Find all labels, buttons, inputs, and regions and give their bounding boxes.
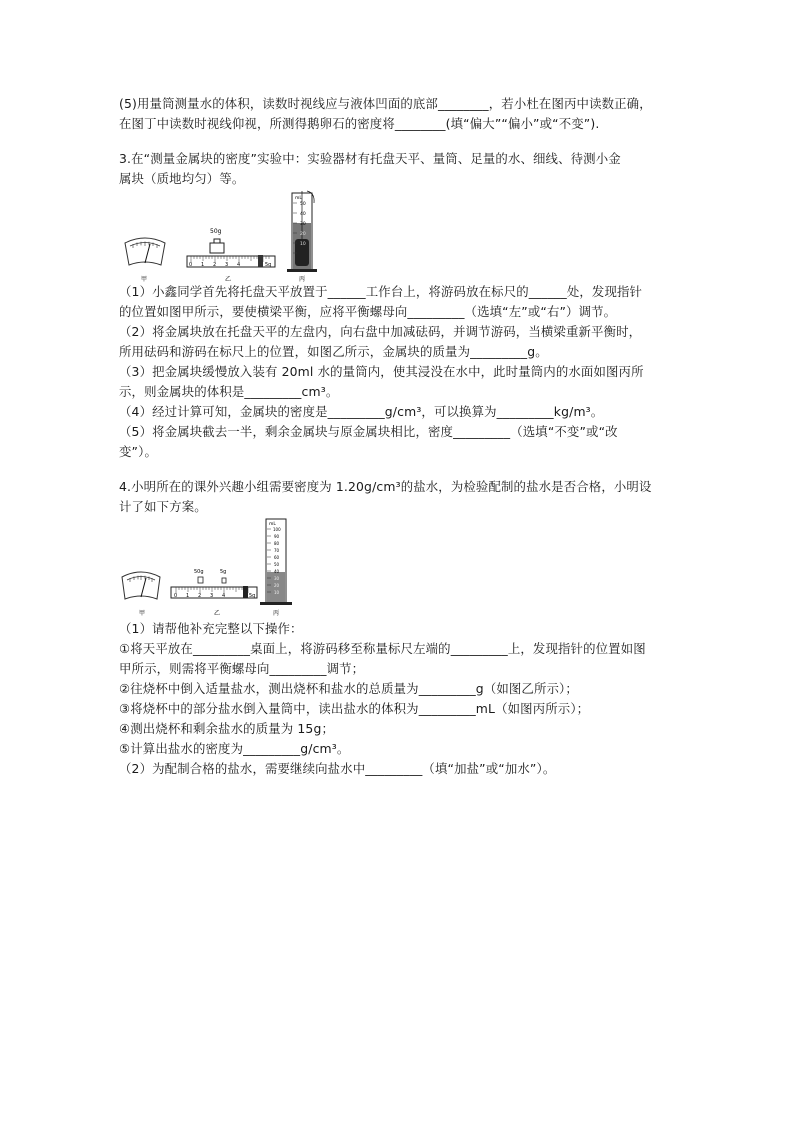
cyl2-tick-70: 70 (274, 548, 280, 553)
cylinder2-unit: mL (269, 522, 276, 527)
label-bing-2: 丙 (273, 610, 280, 617)
q3-line-3: （2）将金属块放在托盘天平的左盘内，向右盘中加减砝码，并调节游码，当横梁重新平衡时， (119, 324, 642, 339)
graduated-cylinder-2 (260, 519, 292, 605)
weight1-label: 50g (194, 569, 204, 575)
ruler2-tick-1: 1 (186, 593, 190, 599)
q4-stem-line2: 计了如下方案。 (119, 499, 207, 514)
ruler-tick-0: 0 (189, 262, 193, 268)
q4-line-7: ⑤计算出盐水的密度为_________g/cm³。 (119, 741, 350, 756)
q3-stem-line1: 3.在“测量金属块的密度”实验中：实验器材有托盘天平、量筒、足量的水、细线、待测小金 (119, 151, 621, 166)
q3-line-8: （5）将金属块截去一半，剩余金属块与原金属块相比，密度_________（选填“不变”或“改 (119, 424, 618, 439)
q3-line-5: （3）把金属块缓慢放入装有 20ml 水的量筒内，使其浸没在水中，此时量筒内的水面如图丙所 (119, 364, 644, 379)
scale-ruler-2 (171, 586, 257, 599)
ruler-tick-4: 4 (237, 262, 241, 268)
q4-line-1: （1）请帮他补充完整以下操作： (119, 621, 303, 636)
q4-line-4: ②往烧杯中倒入适量盐水，测出烧杯和盐水的总质量为_________g（如图乙所示）； (119, 681, 578, 696)
q3-line-4: 所用砝码和游码在标尺上的位置，如图乙所示，金属块的质量为_________g。 (119, 344, 548, 359)
cyl-tick-20: 20 (300, 232, 306, 237)
q4-line-6: ④测出烧杯和剩余盐水的质量为 15g； (119, 721, 334, 736)
q4-line-5: ③将烧杯中的部分盐水倒入量筒中，读出盐水的体积为_________mL（如图丙所示）； (119, 701, 590, 716)
q4-line-2: ①将天平放在_________桌面上，将游码移至称量标尺左端的_________上，发现指针的位置如图 (119, 641, 646, 656)
cyl2-tick-60: 60 (274, 555, 280, 560)
cylinder-unit: mL (295, 196, 302, 201)
ruler2-tick-5: 5g (249, 593, 256, 599)
q3-stem-line2: 属块（质地均匀）等。 (119, 171, 245, 186)
cyl2-tick-20: 20 (274, 583, 280, 588)
label-jia-2: 甲 (139, 610, 146, 617)
graduated-cylinder (287, 191, 317, 272)
q4-line-8: （2）为配制合格的盐水，需要继续向盐水中_________（填“加盐”或“加水”）。 (119, 761, 556, 776)
q3-line-7: （4）经过计算可知，金属块的密度是_________g/cm³，可以换算为_________kg/m³。 (119, 404, 604, 419)
cyl-tick-40: 40 (300, 212, 306, 217)
cyl2-tick-10: 10 (274, 590, 280, 595)
ruler-tick-5: 5g (265, 262, 272, 268)
q3-line-9: 变”）。 (119, 444, 157, 459)
label-yi: 乙 (225, 276, 232, 282)
q2-part5-line2: 在图丁中读数时视线仰视，所测得鹅卵石的密度将________(填“偏大”“偏小”或“不变”). (119, 116, 600, 131)
ruler2-tick-4: 4 (222, 593, 226, 599)
cyl2-tick-100: 100 (273, 527, 281, 532)
scale-ruler (187, 255, 275, 268)
q4-line-3: 甲所示，则需将平衡螺母向_________调节； (119, 661, 365, 676)
q4-figure-svg (119, 517, 299, 619)
cyl2-tick-80: 80 (274, 541, 280, 546)
cyl2-tick-30: 30 (274, 576, 280, 581)
cyl-tick-50: 50 (300, 202, 306, 207)
cyl2-tick-40: 40 (274, 569, 280, 574)
worksheet-page (119, 94, 699, 779)
weight-50g (210, 239, 224, 253)
cyl-tick-10: 10 (300, 242, 306, 247)
weight-label: 50g (210, 228, 222, 235)
q3-figure-svg (119, 189, 319, 282)
ruler-tick-3: 3 (225, 262, 229, 268)
ruler-tick-1: 1 (201, 262, 205, 268)
ruler2-tick-3: 3 (210, 593, 214, 599)
q4-figure (119, 517, 699, 619)
weight-5g (222, 578, 226, 583)
cyl-tick-30: 30 (300, 222, 306, 227)
q3-figure (119, 189, 699, 282)
label-bing: 丙 (299, 276, 306, 282)
balance-pointer-dial-2 (122, 572, 160, 599)
ruler-tick-2: 2 (213, 262, 217, 268)
q4-stem-line1: 4.小明所在的课外兴趣小组需要密度为 1.20g/cm³的盐水，为检验配制的盐水是否合格，小明设 (119, 479, 652, 494)
balance-pointer-dial (125, 238, 165, 265)
q3-line-6: 示，则金属块的体积是_________cm³。 (119, 384, 339, 399)
q3-line-2: 的位置如图甲所示，要使横梁平衡，应将平衡螺母向_________（选填“左”或“右”）调节。 (119, 304, 617, 319)
cyl2-tick-90: 90 (274, 534, 280, 539)
cyl2-tick-50: 50 (274, 562, 280, 567)
q3-line-1: （1）小鑫同学首先将托盘天平放置于______工作台上，将游码放在标尺的______处，发现指针 (119, 284, 643, 299)
q2-part5-line1: (5)用量筒测量水的体积，读数时视线应与液体凹面的底部________，若小杜在图丙中读数正确， (119, 96, 652, 111)
rider (258, 255, 263, 267)
label-yi-2: 乙 (214, 610, 221, 617)
weight2-label: 5g (220, 569, 227, 575)
ruler2-tick-0: 0 (174, 593, 178, 599)
ruler2-tick-2: 2 (198, 593, 202, 599)
label-jia: 甲 (141, 276, 148, 282)
rider-2 (243, 586, 248, 598)
weight-50g-2 (198, 577, 203, 583)
